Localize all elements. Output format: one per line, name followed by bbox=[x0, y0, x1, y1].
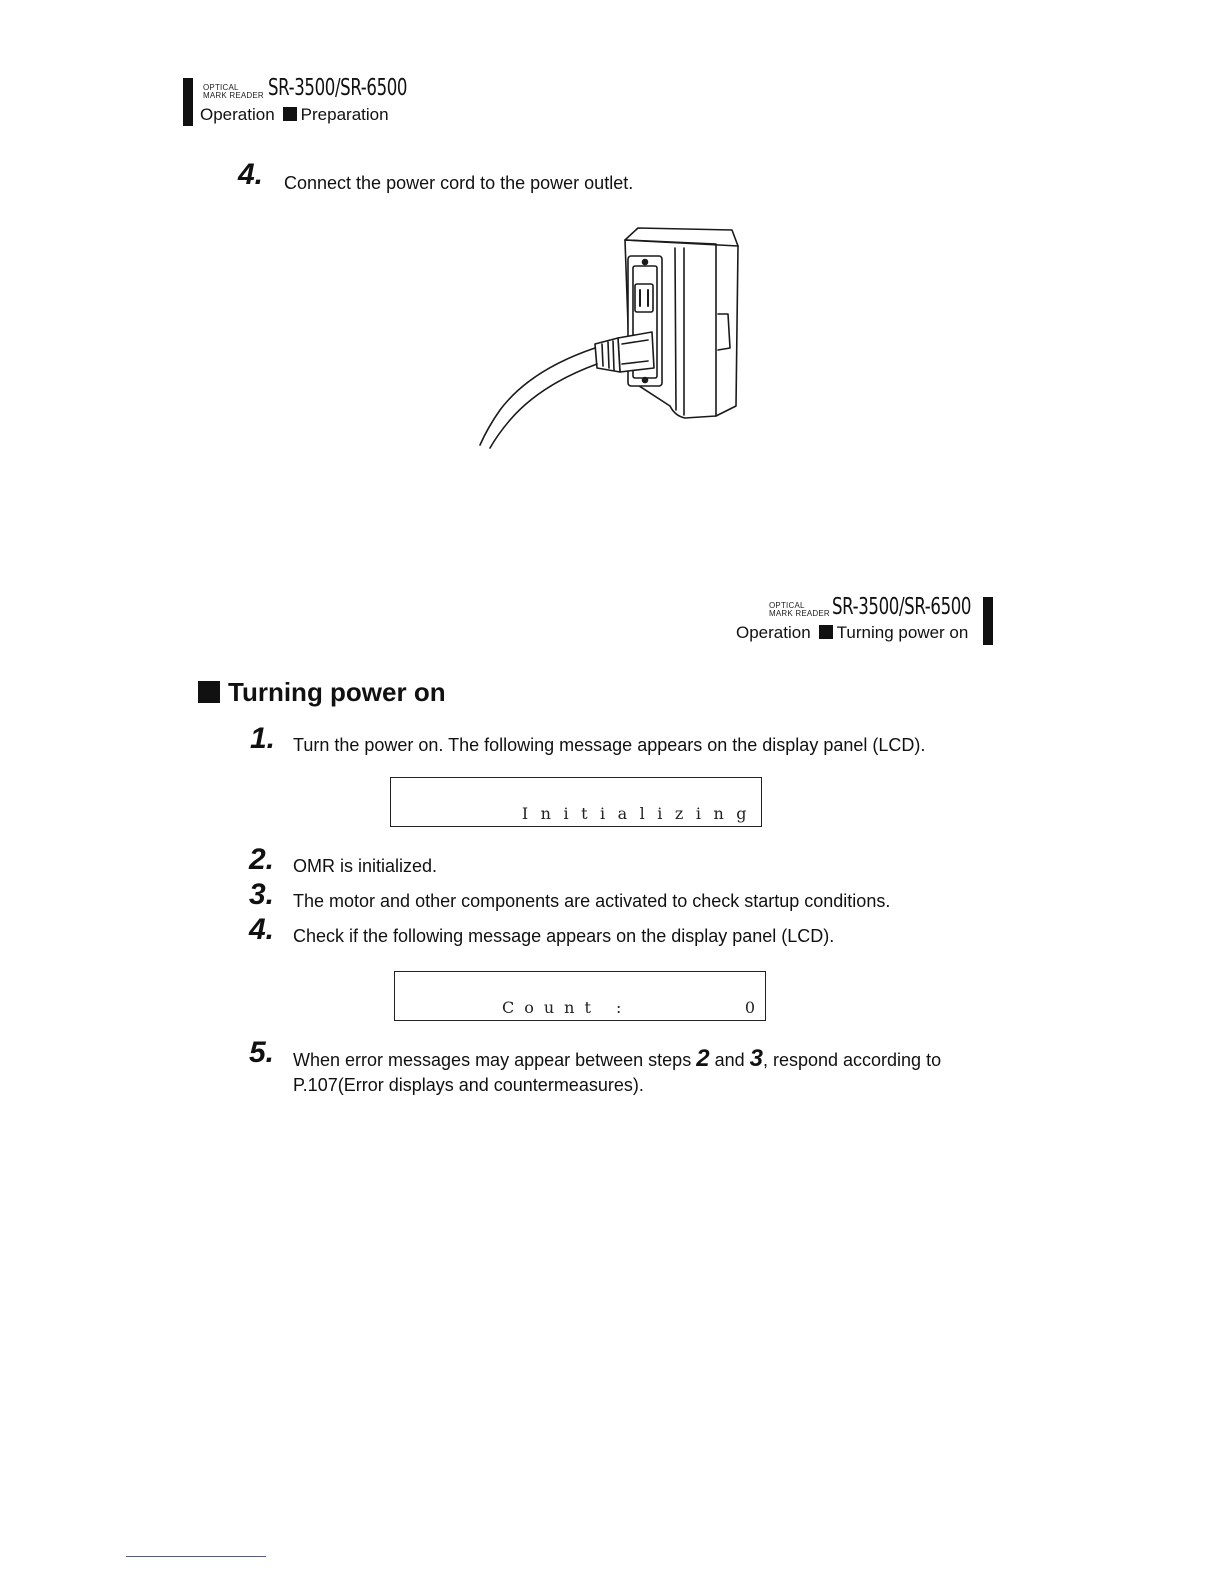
brand-line1-top: OPTICAL bbox=[203, 83, 239, 92]
step-text bbox=[293, 1045, 941, 1073]
step-number: 5. bbox=[249, 1036, 275, 1069]
step-text: OMR is initialized. bbox=[293, 856, 438, 876]
square-bullet-icon bbox=[198, 681, 220, 703]
square-bullet-icon bbox=[819, 625, 833, 639]
brand-line2-bottom: MARK READER bbox=[769, 609, 830, 618]
section-title bbox=[198, 677, 446, 708]
step5-text-a: When error messages may appear between steps bbox=[293, 1050, 697, 1070]
step5-text-b: and bbox=[709, 1050, 750, 1070]
lcd-display-count bbox=[394, 971, 766, 1021]
section-title-text: Turning power on bbox=[228, 677, 446, 707]
step5-text-line2: P.107(Error displays and countermeasures). bbox=[293, 1075, 644, 1095]
brand-line2-top: MARK READER bbox=[203, 91, 264, 100]
header-top-bar bbox=[183, 78, 193, 126]
breadcrumb-subsection: Preparation bbox=[300, 105, 389, 124]
step-ref-3: 3 bbox=[749, 1045, 763, 1072]
step-number: 2. bbox=[249, 843, 275, 876]
step-number: 4. bbox=[249, 913, 275, 946]
model-title-top: SR-3500/SR-6500 bbox=[268, 75, 408, 101]
lcd-text: Initializing bbox=[521, 804, 759, 823]
step-text: Turn the power on. The following message appears on the display panel (LCD). bbox=[293, 735, 926, 755]
step-ref-2: 2 bbox=[696, 1045, 710, 1072]
lcd-count-label: Count : bbox=[502, 998, 632, 1017]
square-bullet-icon bbox=[283, 107, 297, 121]
step-number: 3. bbox=[249, 878, 275, 911]
breadcrumb-section: Operation bbox=[736, 623, 811, 642]
header-bottom-bar bbox=[983, 597, 993, 645]
step-number: 1. bbox=[250, 722, 276, 755]
footer-divider bbox=[126, 1556, 266, 1557]
step-number: 4. bbox=[238, 158, 264, 191]
power-outlet-illustration bbox=[470, 220, 760, 455]
step-text: The motor and other components are activated to check startup conditions. bbox=[293, 891, 891, 911]
lcd-display-initializing bbox=[390, 777, 762, 827]
step-text: Check if the following message appears on the display panel (LCD). bbox=[293, 926, 835, 946]
model-title-bottom: SR-3500/SR-6500 bbox=[832, 594, 972, 620]
breadcrumb-top bbox=[200, 105, 389, 125]
step5-text-c: , respond according to bbox=[762, 1050, 942, 1070]
breadcrumb-bottom bbox=[736, 623, 968, 643]
breadcrumb-subsection: Turning power on bbox=[836, 623, 969, 642]
step-text: Connect the power cord to the power outlet. bbox=[284, 173, 634, 193]
breadcrumb-section: Operation bbox=[200, 105, 275, 124]
brand-line1-bottom: OPTICAL bbox=[769, 601, 805, 610]
lcd-count-value: 0 bbox=[744, 998, 765, 1017]
